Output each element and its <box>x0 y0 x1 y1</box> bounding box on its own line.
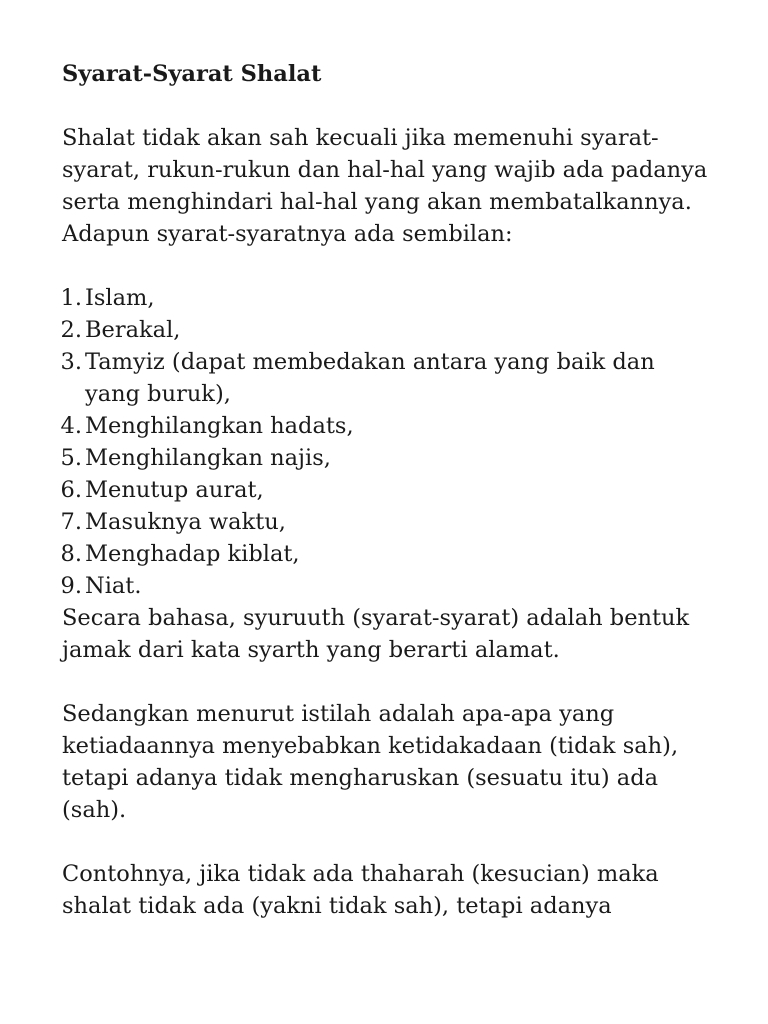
definition-language-paragraph: Secara bahasa, syuruuth (syarat-syarat) adalah bentuk jamak dari kata syarth yang berarti alamat. <box>62 605 690 663</box>
list-item <box>54 314 712 346</box>
list-item-number: 2 . <box>52 314 82 346</box>
definition-term-paragraph: Sedangkan menurut istilah adalah apa-apa yang ketiadaannya menyebabkan ketidakadaan (tidak sah), tetapi adanya tidak mengharuskan (sesuatu itu) ada (sah). <box>62 701 679 823</box>
list-item-text: Tamyiz (dapat membedakan antara yang baik dan yang buruk), <box>85 349 655 407</box>
example-paragraph: Contohnya, jika tidak ada thaharah (kesucian) maka shalat tidak ada (yakni tidak sah), tetapi adanya <box>62 861 659 919</box>
list-item <box>54 410 712 442</box>
list-item-number: 9 . <box>52 570 82 602</box>
list-item-text: Islam, <box>85 285 155 311</box>
list-item-number: 8 . <box>52 538 82 570</box>
document-title: Syarat-Syarat Shalat <box>62 61 322 87</box>
document-page <box>62 58 712 922</box>
list-item <box>54 282 712 314</box>
list-item-number: 4 . <box>52 410 82 442</box>
list-item-text: Menghilangkan hadats, <box>85 413 354 439</box>
list-item <box>54 506 712 538</box>
list-item-number: 5 . <box>52 442 82 474</box>
list-item <box>54 442 712 474</box>
list-item-number: 7 . <box>52 506 82 538</box>
list-item-text: Berakal, <box>85 317 181 343</box>
list-item <box>54 346 712 410</box>
intro-paragraph: Shalat tidak akan sah kecuali jika memenuhi syarat-syarat, rukun-rukun dan hal-hal yang wajib ada padanya serta menghindari hal-hal yang akan membatalkannya. Adapun syarat-syaratnya ada sembilan: <box>62 125 708 247</box>
list-item-number: 6 . <box>52 474 82 506</box>
list-item <box>54 570 712 602</box>
list-item-number: 1 . <box>52 282 82 314</box>
list-item-text: Menghadap kiblat, <box>85 541 300 567</box>
list-item-text: Menutup aurat, <box>85 477 264 503</box>
list-item <box>54 474 712 506</box>
list-item-text: Niat. <box>85 573 142 599</box>
list-item-number: 3 . <box>52 346 82 378</box>
list-item-text: Masuknya waktu, <box>85 509 286 535</box>
list-item-text: Menghilangkan najis, <box>85 445 331 471</box>
requirements-list <box>62 282 712 602</box>
list-item <box>54 538 712 570</box>
